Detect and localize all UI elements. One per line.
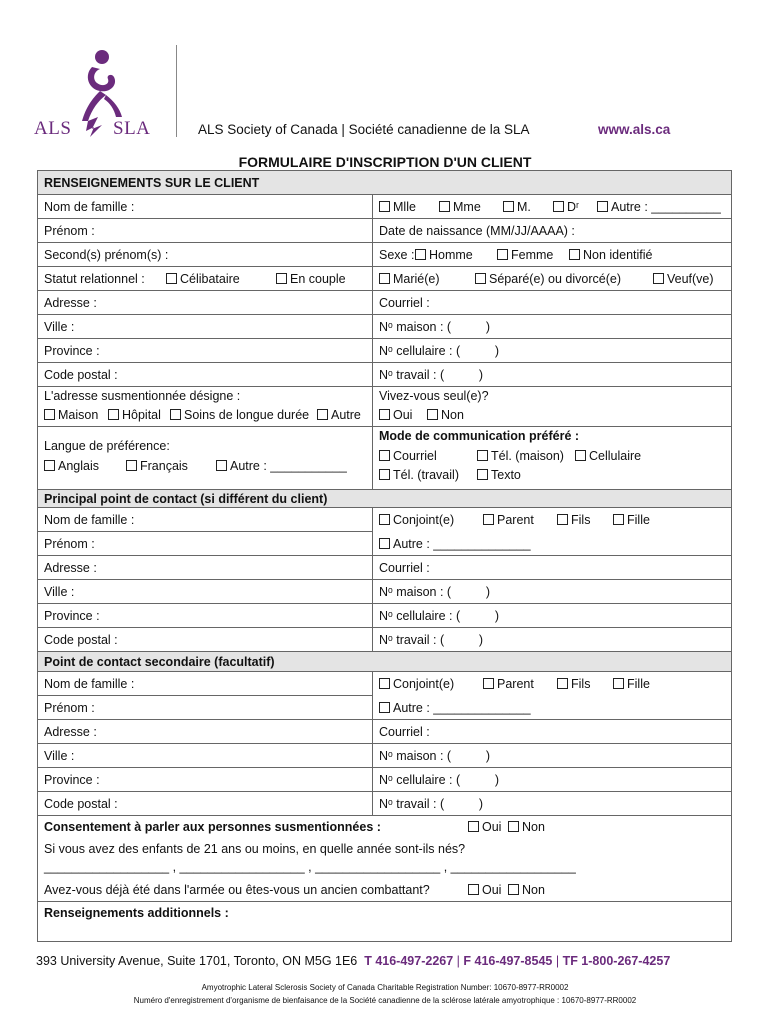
checkbox[interactable] (508, 884, 519, 895)
checkbox[interactable] (317, 409, 328, 420)
option-armee-oui[interactable]: Oui (468, 883, 501, 897)
field-date-naissance[interactable]: Date de naissance (MM/JJ/AAAA) : (379, 223, 575, 238)
field-c1-courriel[interactable]: Courriel : (379, 560, 430, 575)
checkbox[interactable] (569, 249, 580, 260)
checkbox[interactable] (557, 514, 568, 525)
website-link[interactable]: www.als.ca (598, 122, 671, 137)
option-vivez-non[interactable]: Non (427, 408, 464, 422)
checkbox[interactable] (613, 678, 624, 689)
checkbox[interactable] (379, 450, 390, 461)
option-c2-parent[interactable]: Parent (483, 677, 534, 691)
option-c2-fils[interactable]: Fils (557, 677, 590, 691)
label-consentement: Consentement à parler aux personnes susmentionnées : (44, 820, 381, 834)
option-veuf[interactable]: Veuf(ve) (653, 272, 714, 286)
field-c2-code-postal[interactable]: Code postal : (38, 792, 373, 815)
field-ville[interactable]: Ville : (38, 315, 373, 338)
row-c1-prenom (38, 532, 731, 556)
field-c1-prenom[interactable]: Prénom : (38, 532, 373, 555)
option-c1-conjoint[interactable]: Conjoint(e) (379, 513, 454, 527)
checkbox[interactable] (575, 450, 586, 461)
option-dr[interactable]: Dʳ (553, 200, 579, 214)
field-nom-famille[interactable] (38, 195, 373, 218)
field-c2-courriel[interactable]: Courriel : (379, 724, 430, 739)
row-statut (38, 267, 731, 291)
label-langue: Langue de préférence: (44, 439, 170, 453)
section-contact1-header (38, 490, 731, 508)
option-c1-fils[interactable]: Fils (557, 513, 590, 527)
option-m[interactable]: M. (503, 200, 531, 214)
checkbox[interactable] (44, 460, 55, 471)
row-c2-province (38, 768, 731, 792)
field-c2-tel-cellulaire[interactable]: Nᵒ cellulaire : ( ) (379, 772, 500, 787)
checkbox[interactable] (477, 469, 488, 480)
field-tel-maison[interactable]: Nᵒ maison : ( ) (379, 319, 490, 334)
label-mode-communication: Mode de communication préféré : (379, 429, 580, 443)
field-code-postal[interactable]: Code postal : (38, 363, 373, 386)
row-langue (38, 427, 731, 490)
row-c2-code (38, 792, 731, 816)
section-contact2-title: Point de contact secondaire (facultatif) (44, 654, 275, 669)
option-celibataire[interactable]: Célibataire (166, 272, 240, 286)
footer-fax: F 416-497-8545 (463, 954, 553, 968)
field-c1-province[interactable]: Province : (38, 604, 373, 627)
field-province[interactable]: Province : (38, 339, 373, 362)
footer-contact (36, 954, 670, 968)
checkbox[interactable] (126, 460, 137, 471)
option-francais[interactable]: Français (126, 459, 188, 473)
checkbox[interactable] (379, 702, 390, 713)
row-ville (38, 315, 731, 339)
option-autre-langue[interactable]: Autre : ___________ (216, 459, 347, 473)
checkbox[interactable] (216, 460, 227, 471)
row-adresse (38, 291, 731, 315)
form-title: FORMULAIRE D'INSCRIPTION D'UN CLIENT (238, 154, 532, 170)
option-c2-fille[interactable]: Fille (613, 677, 650, 691)
option-mlle[interactable]: Mlle (379, 200, 416, 214)
checkbox[interactable] (166, 273, 177, 284)
label-adresse-designe: L'adresse susmentionnée désigne : (44, 389, 241, 403)
field-c1-tel-cellulaire[interactable]: Nᵒ cellulaire : ( ) (379, 608, 500, 623)
option-non-identifie[interactable]: Non identifié (569, 248, 653, 262)
field-c1-tel-maison[interactable]: Nᵒ maison : ( ) (379, 584, 490, 599)
option-separe[interactable]: Séparé(e) ou divorcé(e) (475, 272, 621, 286)
row-adresse-type (38, 387, 731, 427)
field-c1-tel-travail[interactable]: Nᵒ travail : ( ) (379, 632, 484, 647)
option-c2-autre[interactable]: Autre : ______________ (373, 696, 731, 719)
row-armee (38, 880, 731, 902)
checkbox[interactable] (44, 409, 55, 420)
field-courriel[interactable]: Courriel : (379, 295, 430, 310)
checkbox[interactable] (379, 469, 390, 480)
field-adresse[interactable]: Adresse : (38, 291, 373, 314)
checkbox[interactable] (613, 514, 624, 525)
checkbox[interactable] (170, 409, 181, 420)
option-c1-parent[interactable]: Parent (483, 513, 534, 527)
option-autre[interactable]: Autre : __________ (597, 200, 721, 214)
checkbox[interactable] (379, 678, 390, 689)
row-c1-adresse (38, 556, 731, 580)
title-options (373, 195, 731, 218)
c2-relation-options (373, 672, 731, 696)
field-tel-travail[interactable]: Nᵒ travail : ( ) (379, 367, 484, 382)
footer-sep: | (555, 954, 560, 968)
label-sexe: Sexe : (379, 247, 415, 262)
checkbox[interactable] (379, 538, 390, 549)
footer-tollfree: TF 1-800-267-4257 (562, 954, 671, 968)
field-c2-tel-maison[interactable]: Nᵒ maison : ( ) (379, 748, 490, 763)
label-vivez-seul: Vivez-vous seul(e)? (379, 389, 489, 403)
field-prenom[interactable]: Prénom : (38, 219, 373, 242)
checkbox[interactable] (468, 821, 479, 832)
option-homme[interactable]: Homme (415, 248, 473, 262)
checkbox[interactable] (379, 514, 390, 525)
mode-group (373, 427, 731, 489)
field-enfants-annees[interactable]: __________________ , __________________ , __________________ , __________________ (44, 860, 576, 874)
option-autre-adresse[interactable]: Autre (317, 408, 361, 422)
field-c2-adresse[interactable]: Adresse : (38, 720, 373, 743)
adresse-type-group (38, 387, 373, 426)
charity-number-en: Amyotrophic Lateral Sclerosis Society of Canada Charitable Registration Number: 10670-8977-RR0002 (201, 983, 569, 992)
row-consentement (38, 816, 731, 838)
field-c2-nom[interactable]: Nom de famille : (38, 672, 373, 696)
field-c2-ville[interactable]: Ville : (38, 744, 373, 767)
checkbox[interactable] (427, 409, 438, 420)
header-divider (176, 45, 177, 137)
footer-phone: T 416-497-2267 (364, 954, 454, 968)
option-consent-non[interactable]: Non (508, 820, 545, 834)
row-c2-adresse (38, 720, 731, 744)
footer-address: 393 University Avenue, Suite 1701, Toronto, ON M5G 1E6 (36, 954, 358, 968)
langue-group (38, 427, 373, 489)
label-armee: Avez-vous déjà été dans l'armée ou êtes-vous un ancien combattant? (44, 883, 430, 897)
checkbox[interactable] (508, 821, 519, 832)
checkbox[interactable] (503, 201, 514, 212)
checkbox[interactable] (477, 450, 488, 461)
option-vivez-oui[interactable]: Oui (379, 408, 412, 422)
statut-options-right (373, 267, 731, 290)
row-c1-province (38, 604, 731, 628)
checkbox[interactable] (379, 201, 390, 212)
option-consent-oui[interactable]: Oui (468, 820, 501, 834)
logo-als-text: ALS (34, 118, 72, 139)
row-nom (38, 195, 731, 219)
section-contact1-title: Principal point de contact (si différent du client) (44, 491, 328, 506)
checkbox[interactable] (475, 273, 486, 284)
section-client-title: RENSEIGNEMENTS SUR LE CLIENT (44, 175, 260, 190)
label-nom: Nom de famille : (44, 199, 135, 214)
checkbox[interactable] (557, 678, 568, 689)
checkbox[interactable] (597, 201, 608, 212)
option-c2-conjoint[interactable]: Conjoint(e) (379, 677, 454, 691)
c1-relation-options (373, 508, 731, 532)
section-contact2-header (38, 652, 731, 672)
checkbox[interactable] (483, 678, 494, 689)
checkbox[interactable] (553, 201, 564, 212)
option-en-couple[interactable]: En couple (276, 272, 346, 286)
field-second-prenom[interactable]: Second(s) prénom(s) : (38, 243, 373, 266)
option-hopital[interactable]: Hôpital (108, 408, 161, 422)
row-c1-code (38, 628, 731, 652)
checkbox[interactable] (415, 249, 426, 260)
footer-sep: | (456, 954, 460, 968)
field-c2-province[interactable]: Province : (38, 768, 373, 791)
option-texto[interactable]: Texto (477, 468, 521, 482)
checkbox[interactable] (379, 409, 390, 420)
field-c2-tel-travail[interactable]: Nᵒ travail : ( ) (379, 796, 484, 811)
label-statut: Statut relationnel : (44, 271, 145, 286)
label-renseignements-additionnels: Renseignements additionnels : (44, 906, 229, 920)
field-c1-code-postal[interactable]: Code postal : (38, 628, 373, 651)
checkbox[interactable] (653, 273, 664, 284)
section-client-header (38, 171, 731, 195)
logo-sla-text: SLA (113, 118, 151, 139)
option-c1-fille[interactable]: Fille (613, 513, 650, 527)
organization-name: ALS Society of Canada | Société canadienne de la SLA (198, 122, 530, 137)
option-tel-travail[interactable]: Tél. (travail) (379, 468, 459, 482)
row-c1-nom (38, 508, 731, 532)
checkbox[interactable] (379, 273, 390, 284)
row-province (38, 339, 731, 363)
option-c1-autre[interactable]: Autre : ______________ (373, 532, 731, 555)
field-tel-cellulaire[interactable]: Nᵒ cellulaire : ( ) (379, 343, 500, 358)
checkbox[interactable] (108, 409, 119, 420)
row-c2-nom (38, 672, 731, 696)
row-second-prenom (38, 243, 731, 267)
label-enfants: Si vous avez des enfants de 21 ans ou moins, en quelle année sont-ils nés? (44, 842, 466, 856)
row-renseignements-additionnels[interactable] (38, 902, 731, 942)
row-enfants (38, 838, 731, 880)
field-c1-adresse[interactable]: Adresse : (38, 556, 373, 579)
statut-options-left (38, 267, 373, 290)
option-marie[interactable]: Marié(e) (379, 272, 440, 286)
row-code-postal (38, 363, 731, 387)
option-anglais[interactable]: Anglais (44, 459, 99, 473)
option-courriel[interactable]: Courriel (379, 449, 437, 463)
checkbox[interactable] (276, 273, 287, 284)
vivez-seul-group (373, 387, 731, 426)
row-c1-ville (38, 580, 731, 604)
registration-form (37, 170, 732, 942)
field-c1-ville[interactable]: Ville : (38, 580, 373, 603)
row-prenom (38, 219, 731, 243)
option-cellulaire[interactable]: Cellulaire (575, 449, 641, 463)
charity-number-fr: Numéro d'enregistrement d'organisme de bienfaisance de la Société canadienne de la sclérose latérale amyotrophique : 10670-8977-RR0002 (133, 996, 637, 1005)
checkbox[interactable] (468, 884, 479, 895)
option-maison[interactable]: Maison (44, 408, 98, 422)
checkbox[interactable] (439, 201, 450, 212)
checkbox[interactable] (483, 514, 494, 525)
option-femme[interactable]: Femme (497, 248, 553, 262)
option-armee-non[interactable]: Non (508, 883, 545, 897)
field-c1-nom[interactable]: Nom de famille : (38, 508, 373, 532)
row-c2-prenom (38, 696, 731, 720)
option-mme[interactable]: Mme (439, 200, 481, 214)
option-tel-maison[interactable]: Tél. (maison) (477, 449, 564, 463)
row-c2-ville (38, 744, 731, 768)
sexe-options (373, 243, 731, 266)
option-soins-longue-duree[interactable]: Soins de longue durée (170, 408, 309, 422)
field-c2-prenom[interactable]: Prénom : (38, 696, 373, 719)
checkbox[interactable] (497, 249, 508, 260)
